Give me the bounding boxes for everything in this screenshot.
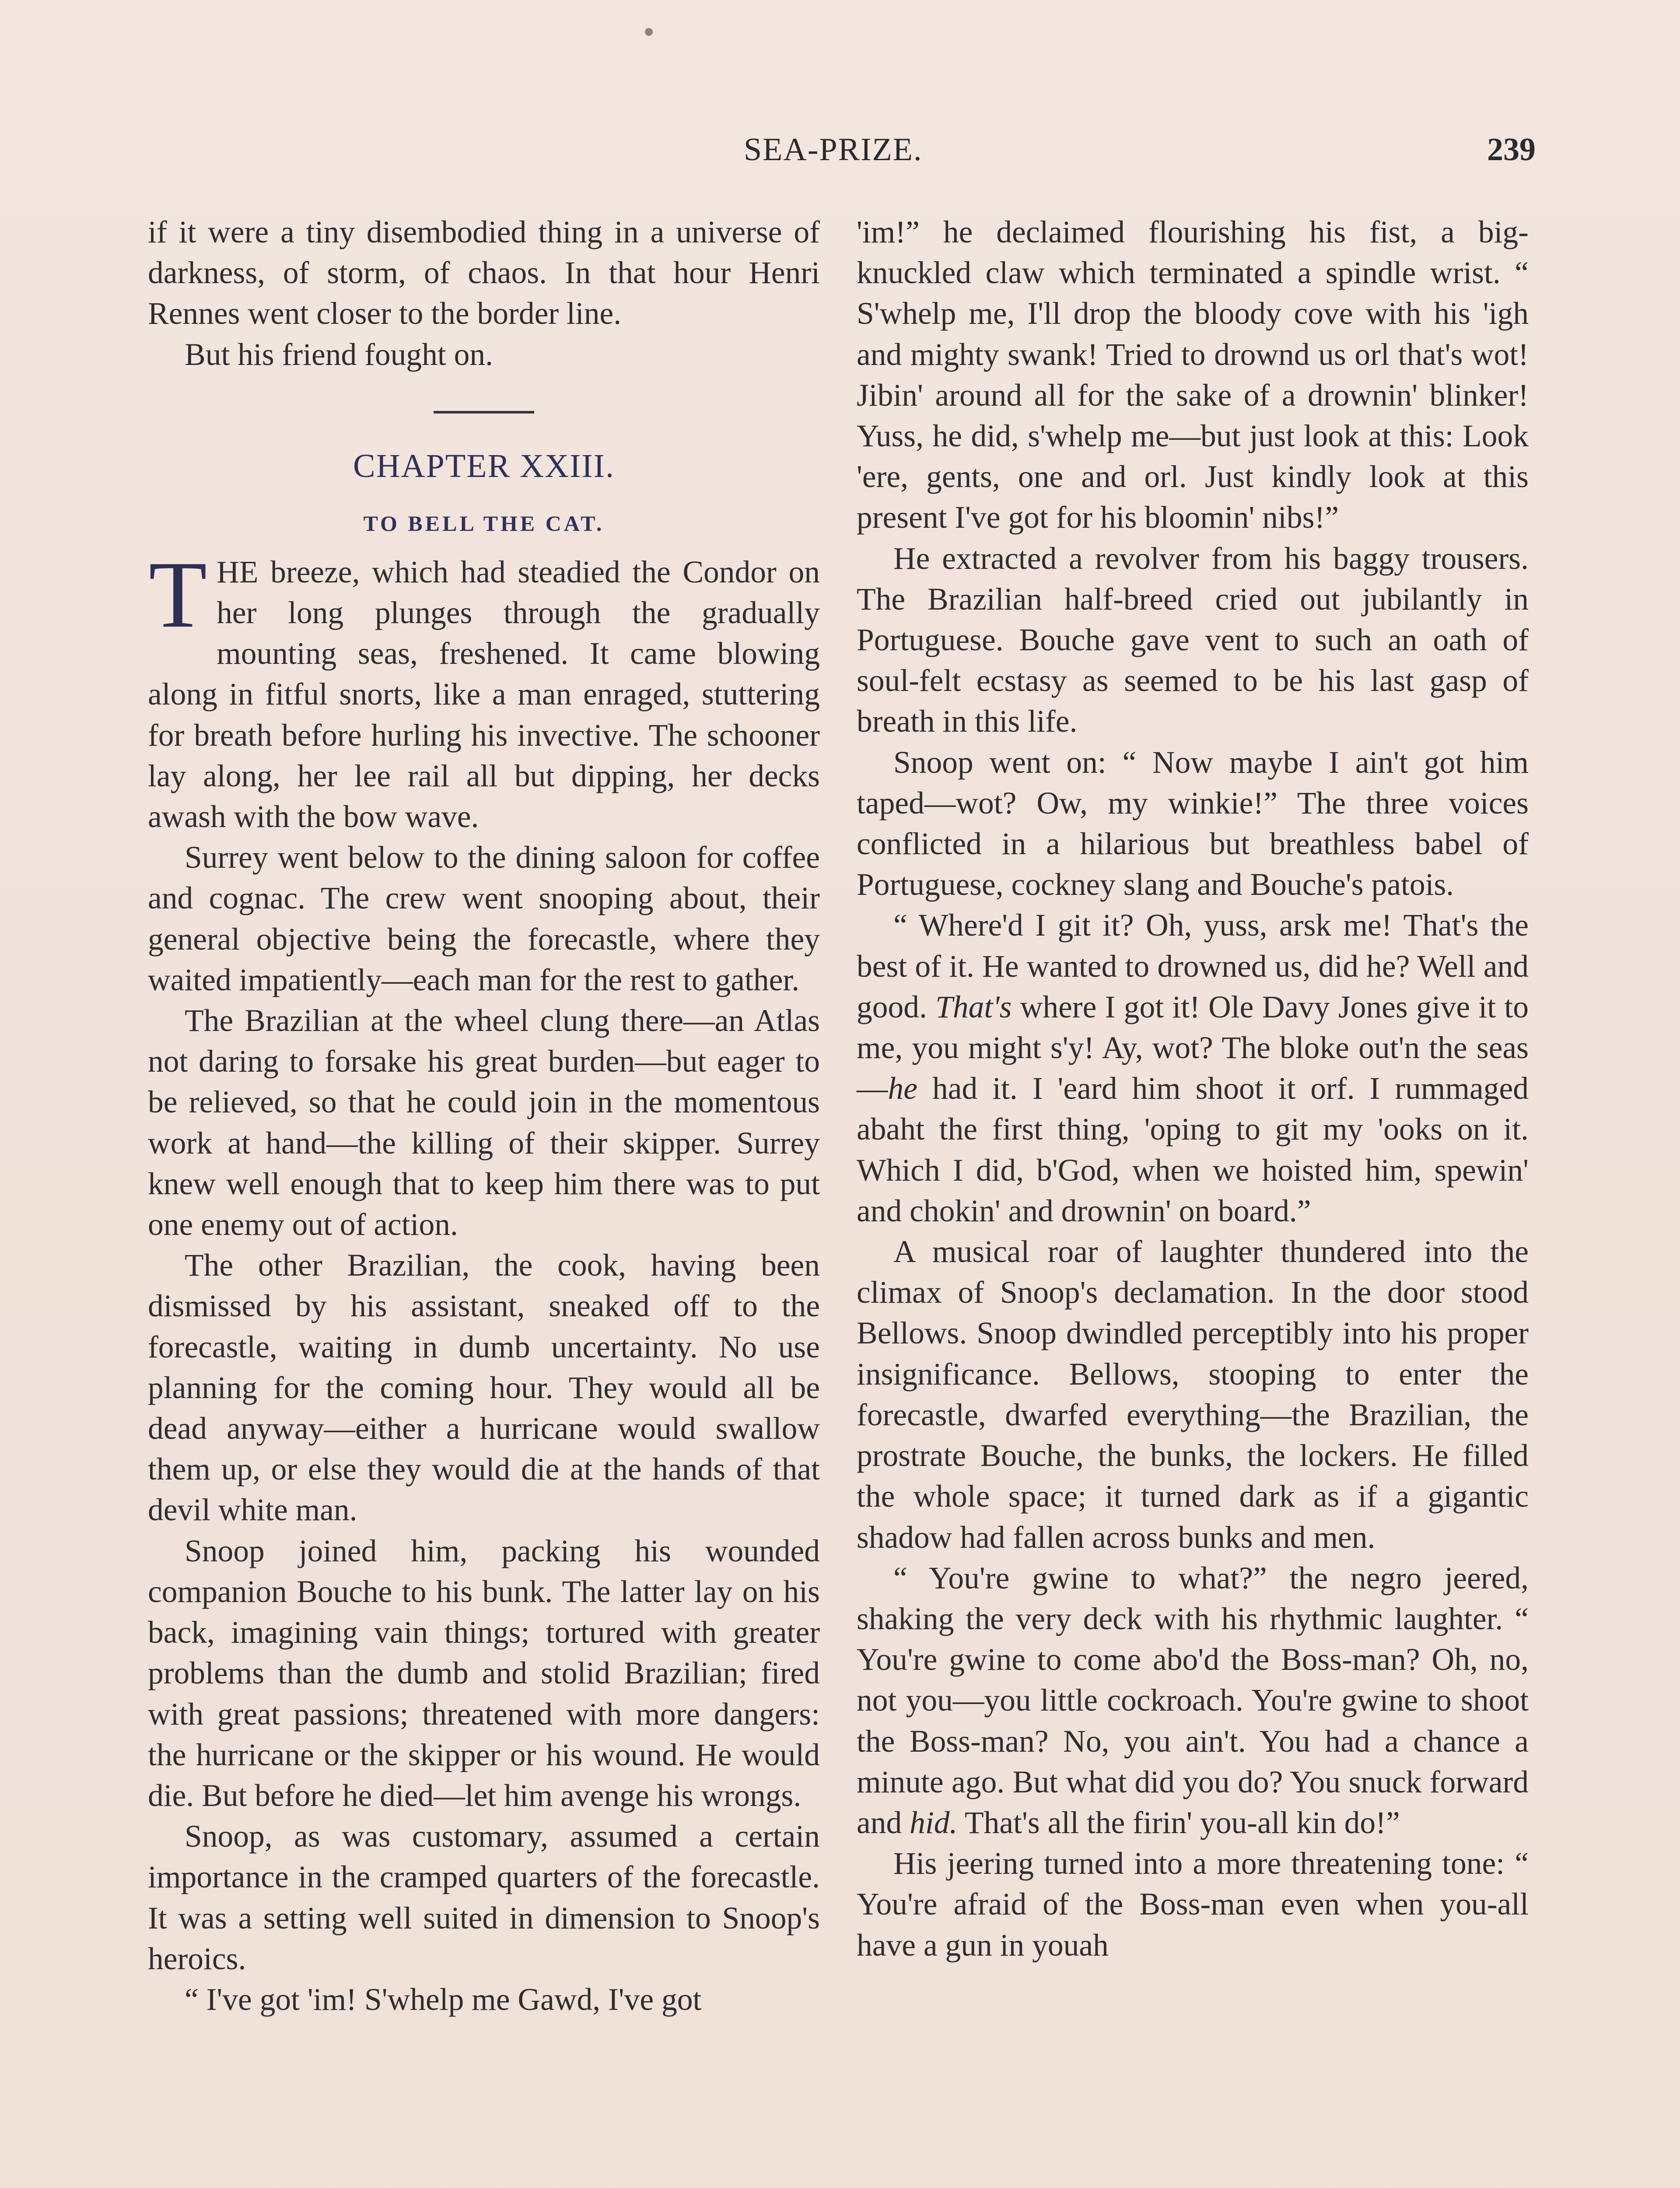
paragraph: 'im!” he declaimed flourishing his fist, a big-knuckled claw which terminated a spindle wrist. “ S'whelp me, I'll drop the bloody cove with his 'igh and mighty swank! Tried to drownd us orl that's wot! Jibin' around all for the sake of a drownin' blinker! Yuss, he did, s'whelp me—but just look at this: Look 'ere, gents, one and orl. Just kindly look at this present I've got for his bloomin' nibs!” — [857, 215, 1529, 535]
paper-blemish — [645, 28, 653, 36]
paragraph: But his friend fought on. — [185, 337, 494, 372]
paragraph — [857, 905, 1529, 1231]
paragraph: Surrey went below to the dining saloon for coffee and cognac. The crew went snooping about, their general objective being the forecastle, where they waited impatiently—each man for the rest to gather. — [148, 840, 820, 997]
section-divider — [434, 411, 534, 414]
paragraph: Snoop joined him, packing his wounded companion Bouche to his bunk. The latter lay on his back, imagining vain things; tortured with greater problems than the dumb and stolid Brazilian; fired with great passions; threatened with more dangers: the hurricane or the skipper or his wound. He would die. But before he died—let him avenge his wrongs. — [148, 1533, 820, 1813]
right-column — [857, 212, 1529, 1966]
paragraph-text: HE breeze, which had steadied the Condor on her long plunges through the gradually mounting seas, freshened. It came blowing along in fitful snorts, like a man enraged, stuttering for breath before hurling his invective. The schooner lay along, her lee rail all but dipping, her decks awash with the bow wave. — [148, 554, 820, 835]
italic-text: hid. — [910, 1805, 958, 1840]
paragraph: Snoop, as was customary, assumed a certain importance in the cramped quarters of the forecastle. It was a setting well suited in dimension to Snoop's heroics. — [148, 1819, 820, 1976]
chapter-opening-paragraph — [148, 542, 820, 837]
paragraph: His jeering turned into a more threatening tone: “ You're afraid of the Boss-man even when you-all have a gun in youah — [857, 1846, 1529, 1963]
italic-text: That's — [935, 989, 1012, 1024]
chapter-subtitle: TO BELL THE CAT. — [363, 511, 605, 536]
paragraph — [857, 1558, 1529, 1843]
text-run: “ You're gwine to what?” the negro jeered, shaking the very deck with his rhythmic laughter. “ You're gwine to come abo'd the Boss-man? Oh, no, not you—you little cockroach. You're gwine to shoot the Boss-man? No, you ain't. You had a chance a minute ago. But what did you do? You snuck forward and — [857, 1560, 1529, 1840]
text-run: where I got it! Ole Davy Jones give it to me, you might s'y! Ay, wot? The bloke out'n the seas— — [857, 989, 1529, 1106]
paragraph: The other Brazilian, the cook, having been dismissed by his assistant, sneaked off to the forecastle, waiting in dumb uncertainty. No use planning for the coming hour. They would all be dead anyway—either a hurricane would swallow them up, or else they would die at the hands of that devil white man. — [148, 1248, 820, 1528]
drop-cap: T — [149, 542, 207, 648]
text-run: “ Where'd I git it? Oh, yuss, arsk me! That's the best of it. He wanted to drowned us, did he? Well and good. — [857, 908, 1529, 1024]
paragraph: if it were a tiny disembodied thing in a universe of darkness, of storm, of chaos. In that hour Henri Rennes went closer to the border line. — [148, 215, 820, 331]
italic-text: he — [888, 1071, 917, 1106]
page-number: 239 — [1487, 132, 1536, 168]
paragraph: Snoop went on: “ Now maybe I ain't got him taped—wot? Ow, my winkie!” The three voices conflicted in a hilarious but breathless babel of Portuguese, cockney slang and Bouche's patois. — [857, 745, 1529, 902]
paragraph: A musical roar of laughter thundered into the climax of Snoop's declamation. In the door stood Bellows. Snoop dwindled perceptibly into his proper insignificance. Bellows, stooping to enter the forecastle, dwarfed everything—the Brazilian, the prostrate Bouche, the bunks, the lockers. He filled the whole space; it turned dark as if a gigantic shadow had fallen across bunks and men. — [857, 1234, 1529, 1555]
paragraph: He extracted a revolver from his baggy trousers. The Brazilian half-breed cried out jubilantly in Portuguese. Bouche gave vent to such an oath of soul-felt ecstasy as seemed to be his last gasp of breath in this life. — [857, 541, 1529, 739]
left-column — [148, 212, 820, 2020]
running-title: SEA-PRIZE. — [744, 132, 923, 168]
paragraph: “ I've got 'im! S'whelp me Gawd, I've got — [185, 1982, 702, 2017]
chapter-title: CHAPTER XXIII. — [353, 447, 615, 484]
text-run: That's all the firin' you-all kin do!” — [964, 1805, 1400, 1840]
paragraph: The Brazilian at the wheel clung there—an Atlas not daring to forsake his great burden—but eager to be relieved, so that he could join in the momentous work at hand—the killing of their skipper. Surrey knew well enough that to keep him there was to put one enemy out of action. — [148, 1003, 820, 1242]
running-header — [149, 131, 1536, 179]
text-run: had it. I 'eard him shoot it orf. I rummaged abaht the first thing, 'oping to git my 'ooks on it. Which I did, b'God, when we hoisted him, spewin' and chokin' and drownin' on board.” — [857, 1071, 1529, 1228]
